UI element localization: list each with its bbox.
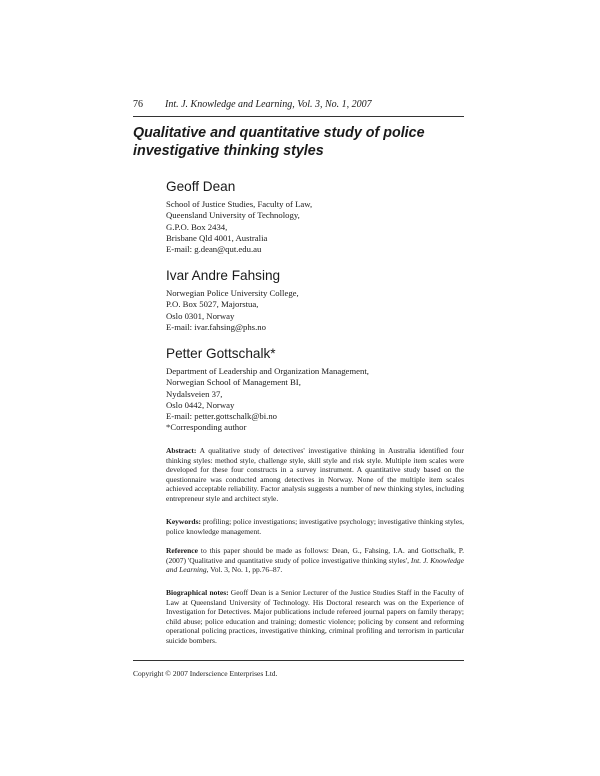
affiliation-line: G.P.O. Box 2434, — [166, 221, 228, 232]
author-name: Petter Gottschalk* — [166, 346, 276, 361]
reference-journal: Int. J. Knowledge and Learning, — [166, 555, 464, 575]
author-name: Ivar Andre Fahsing — [166, 268, 281, 283]
reference-volume: Vol. 3, No. 1, pp.76–87. — [210, 565, 283, 575]
keywords — [166, 517, 464, 536]
paper-title: Qualitative and quantitative study of police investigative thinking styles — [133, 125, 425, 159]
bio-text: Geoff Dean is a Senior Lecturer of the Justice Studies Staff in the Faculty of Law at Queensland University of Technology. His Doctoral research was on the Experience of Investigation for Detectives. Major publications include refereed journal papers on family therapy; child abuse; police education and training; domestic violence; policing by consent and reforming operational policing practices, investigative thinking, criminal profiling and terrorism in particular suicide bombers. — [166, 588, 464, 645]
affiliation-line: Oslo 0442, Norway — [166, 399, 235, 410]
reference — [166, 546, 464, 575]
running-header — [133, 99, 372, 110]
copyright: Copyright © 2007 Inderscience Enterprises Ltd. — [133, 669, 278, 678]
biographical-notes — [166, 588, 464, 646]
bio-label: Biographical notes: — [166, 588, 229, 597]
keywords-text: profiling; police investigations; investigative psychology; investigative thinking styles, police knowledge management. — [166, 517, 464, 536]
abstract — [166, 446, 464, 504]
header-rule — [133, 116, 464, 117]
affiliation-line: *Corresponding author — [166, 422, 247, 433]
reference-text: to this paper should be made as follows: Dean, G., Fahsing, I.A. and Gottschalk, P. (2007) 'Qualitative and quantitative study of police investigative thinking styles', — [166, 546, 464, 565]
affiliation-line: Norwegian Police University College, — [166, 288, 299, 298]
affiliation-line[interactable]: E-mail: g.dean@qut.edu.au — [166, 244, 262, 255]
affiliation-line: P.O. Box 5027, Majorstua, — [166, 299, 259, 310]
reference-label: Reference — [166, 546, 198, 555]
affiliation-line: Queensland University of Technology, — [166, 210, 300, 221]
abstract-text: A qualitative study of detectives' investigative thinking in Australia identified four thinking styles: method style, challenge style, skill style and risk style. Multiple item scales were developed for these four constructs in a survey instrument. A quantitative study based on the questionnaire was conducted among detectives in Norway. None of the multiple item scales achieved acceptable reliability. Factor analysis suggests a number of new thinking styles, including entrepreneur style and architect style. — [166, 446, 465, 503]
keywords-label: Keywords: — [166, 517, 201, 526]
abstract-label: Abstract: — [166, 446, 197, 455]
affiliation-line: Brisbane Qld 4001, Australia — [166, 232, 268, 243]
affiliation-line[interactable]: E-mail: petter.gottschalk@bi.no — [166, 411, 278, 422]
footer-rule — [133, 660, 464, 661]
author-affiliation — [166, 199, 466, 255]
author-affiliation — [166, 288, 466, 333]
affiliation-line: Oslo 0301, Norway — [166, 310, 235, 321]
affiliation-line: Department of Leadership and Organization Management, — [166, 366, 369, 376]
affiliation-line: Nydalsveien 37, — [166, 388, 223, 399]
affiliation-line: School of Justice Studies, Faculty of Law, — [166, 199, 313, 209]
affiliation-line: Norwegian School of Management BI, — [166, 377, 301, 388]
page-number: 76 — [133, 99, 143, 110]
author-affiliation — [166, 366, 466, 434]
journal-citation: Int. J. Knowledge and Learning, Vol. 3, No. 1, 2007 — [165, 99, 372, 110]
affiliation-line[interactable]: E-mail: ivar.fahsing@phs.no — [166, 321, 266, 332]
author-name: Geoff Dean — [166, 179, 236, 194]
